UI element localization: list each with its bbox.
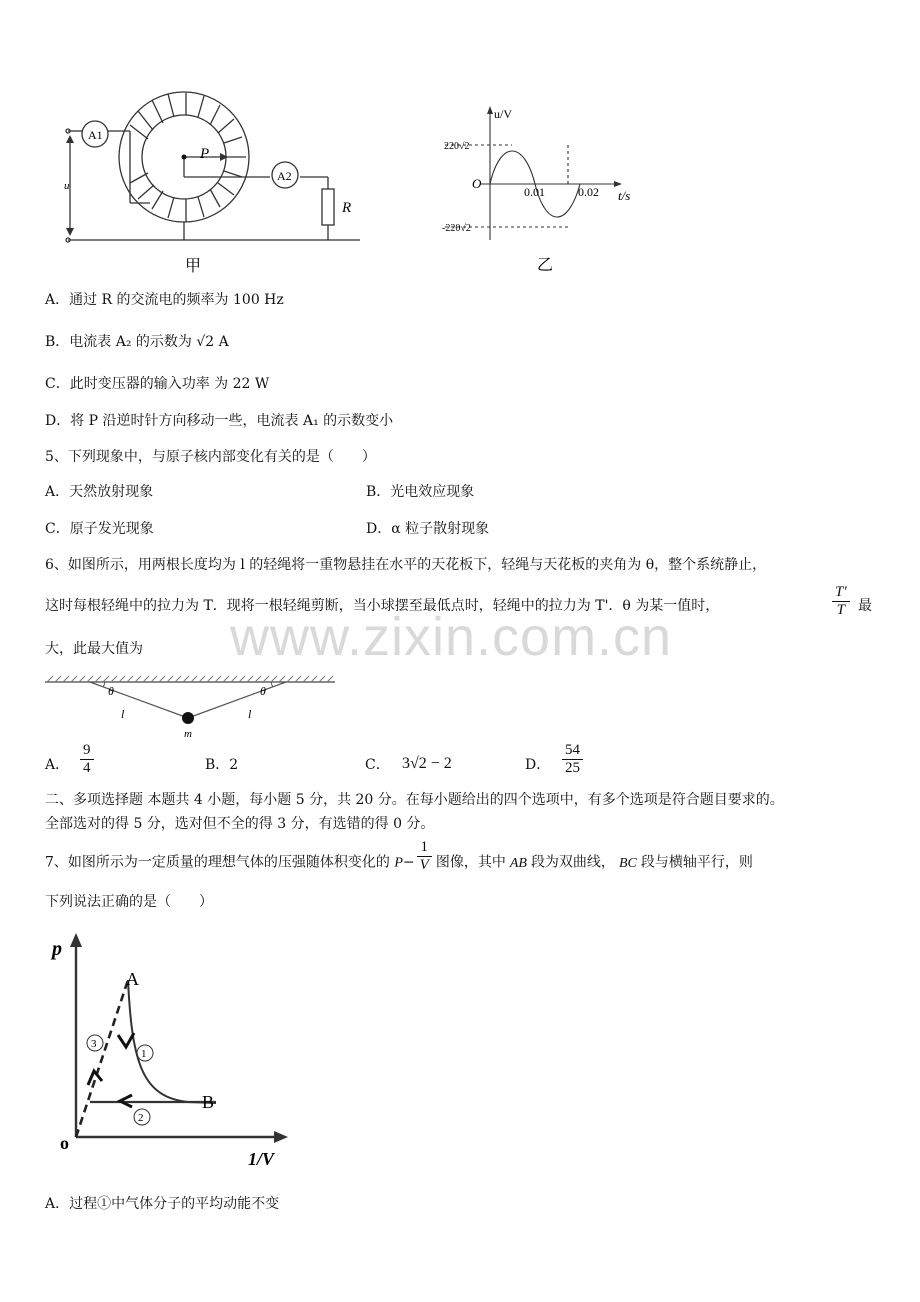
waveform-ymax-label: 220√2 bbox=[444, 141, 470, 152]
q4-option-b: B．电流表 A₂ 的示数为 √2 A bbox=[45, 334, 229, 350]
pendulum-theta-left: θ bbox=[108, 684, 114, 698]
q7-inverse-v-fraction bbox=[417, 839, 432, 874]
q7-p-symbol: P bbox=[394, 855, 403, 871]
waveform-ylabel: u/V bbox=[494, 107, 512, 121]
q6-line3: 大，此最大值为 bbox=[45, 641, 143, 657]
figure-caption-jia: 甲 bbox=[185, 258, 202, 275]
process-2-marker: 2 bbox=[138, 1112, 144, 1124]
q7-stem-line2: 下列说法正确的是（ ） bbox=[45, 894, 213, 910]
point-b-label: B bbox=[202, 1092, 215, 1112]
q6-option-a-numerator: 9 bbox=[80, 742, 94, 760]
q6-ratio-numerator: T′ bbox=[832, 584, 850, 602]
waveform-tick-001: 0.01 bbox=[524, 185, 545, 199]
slider-p-label: P bbox=[200, 146, 210, 162]
q7-stem-b: 图像，其中 bbox=[435, 854, 506, 871]
waveform-ymin-label: -220√2 bbox=[442, 223, 471, 234]
transformer-circuit-figure bbox=[60, 85, 370, 280]
q6-option-d-numerator: 54 bbox=[562, 742, 583, 760]
pendulum-mass-label: m bbox=[184, 728, 192, 740]
graph-xlabel: 1/V bbox=[248, 1149, 275, 1169]
q7-minus: − bbox=[402, 854, 415, 871]
q6-ratio-denominator: T bbox=[836, 602, 845, 618]
q6-option-d-label: D． bbox=[525, 757, 551, 773]
q7-stem-c: 段为双曲线， bbox=[530, 854, 615, 871]
q7-bc: BC bbox=[618, 855, 637, 871]
q6-option-c-label: C． bbox=[365, 757, 390, 773]
q6-option-d-fraction bbox=[562, 742, 583, 777]
q6-option-a-label: A． bbox=[45, 757, 70, 773]
section2-line2: 全部选对的得 5 分，选对但不全的得 3 分，有选错的得 0 分。 bbox=[45, 816, 435, 832]
process-3-marker: 3 bbox=[91, 1038, 97, 1050]
waveform-xlabel: t/s bbox=[618, 188, 631, 203]
ammeter-a2-label: A2 bbox=[277, 169, 292, 183]
q5-stem: 5、下列现象中，与原子核内部变化有关的是（ ） bbox=[45, 449, 376, 465]
pendulum-l-left: l bbox=[121, 707, 125, 721]
q6-option-a-fraction bbox=[80, 742, 94, 777]
q4-option-d: D．将 P 沿逆时针方向移动一些，电流表 A₁ 的示数变小 bbox=[45, 413, 394, 429]
graph-ylabel: p bbox=[52, 938, 62, 960]
q6-option-a-denominator: 4 bbox=[83, 760, 91, 776]
q6-line2-end: 最 bbox=[858, 598, 872, 614]
watermark: www.zixin.com.cn bbox=[230, 607, 673, 667]
resistor-label: R bbox=[342, 200, 352, 216]
ammeter-a1-label: A1 bbox=[88, 128, 103, 142]
q4-option-c: C．此时变压器的输入功率 为 22 W bbox=[45, 376, 270, 392]
q7-ab: AB bbox=[509, 855, 527, 871]
q6-option-b: B．2 bbox=[205, 757, 239, 773]
waveform-origin: O bbox=[472, 176, 482, 191]
process-1-marker: 1 bbox=[141, 1048, 147, 1060]
q5-option-a: A．天然放射现象 bbox=[45, 484, 154, 500]
q5-option-d: D．α 粒子散射现象 bbox=[366, 521, 490, 537]
q6-option-c-value: 3√2 − 2 bbox=[402, 755, 452, 772]
pendulum-figure bbox=[45, 674, 337, 740]
figure-caption-yi: 乙 bbox=[537, 257, 554, 274]
point-a-label: A bbox=[126, 969, 139, 989]
q5-option-c: C．原子发光现象 bbox=[45, 521, 154, 537]
q6-option-d-denominator: 25 bbox=[565, 760, 580, 776]
waveform-tick-002: 0.02 bbox=[578, 185, 599, 199]
pendulum-theta-right: θ bbox=[260, 684, 266, 698]
pressure-inverse-volume-figure bbox=[48, 925, 298, 1175]
q6-line1: 6、如图所示，用两根长度均为 l 的轻绳将一重物悬挂在水平的天花板下，轻绳与天花板的夹角为 θ，整个系统静止， bbox=[45, 557, 767, 573]
q5-option-b: B．光电效应现象 bbox=[366, 484, 475, 500]
voltage-waveform-figure bbox=[440, 100, 640, 275]
q7-frac-denominator: V bbox=[419, 857, 429, 873]
q7-option-a: A．过程①中气体分子的平均动能不变 bbox=[45, 1196, 280, 1212]
q4-option-a: A．通过 R 的交流电的频率为 100 Hz bbox=[45, 292, 284, 308]
voltage-label: u bbox=[64, 180, 70, 192]
pendulum-l-right: l bbox=[248, 707, 252, 721]
q7-stem-a: 7、如图所示为一定质量的理想气体的压强随体积变化的 bbox=[45, 854, 390, 871]
q7-stem-d: 段与横轴平行，则 bbox=[640, 854, 753, 871]
q6-line2: 这时每根轻绳中的拉力为 T．现将一根轻绳剪断，当小球摆至最低点时，轻绳中的拉力为 T'．θ 为某一值时， bbox=[45, 598, 720, 614]
section2-line1: 二、多项选择题 本题共 4 小题，每小题 5 分，共 20 分。在每小题给出的四个选项中，有多个选项是符合题目要求的。 bbox=[45, 792, 784, 808]
q7-frac-numerator: 1 bbox=[417, 839, 432, 857]
graph-origin: o bbox=[60, 1133, 69, 1153]
q7-stem-line1 bbox=[45, 839, 753, 874]
q6-ratio-fraction bbox=[832, 584, 850, 619]
